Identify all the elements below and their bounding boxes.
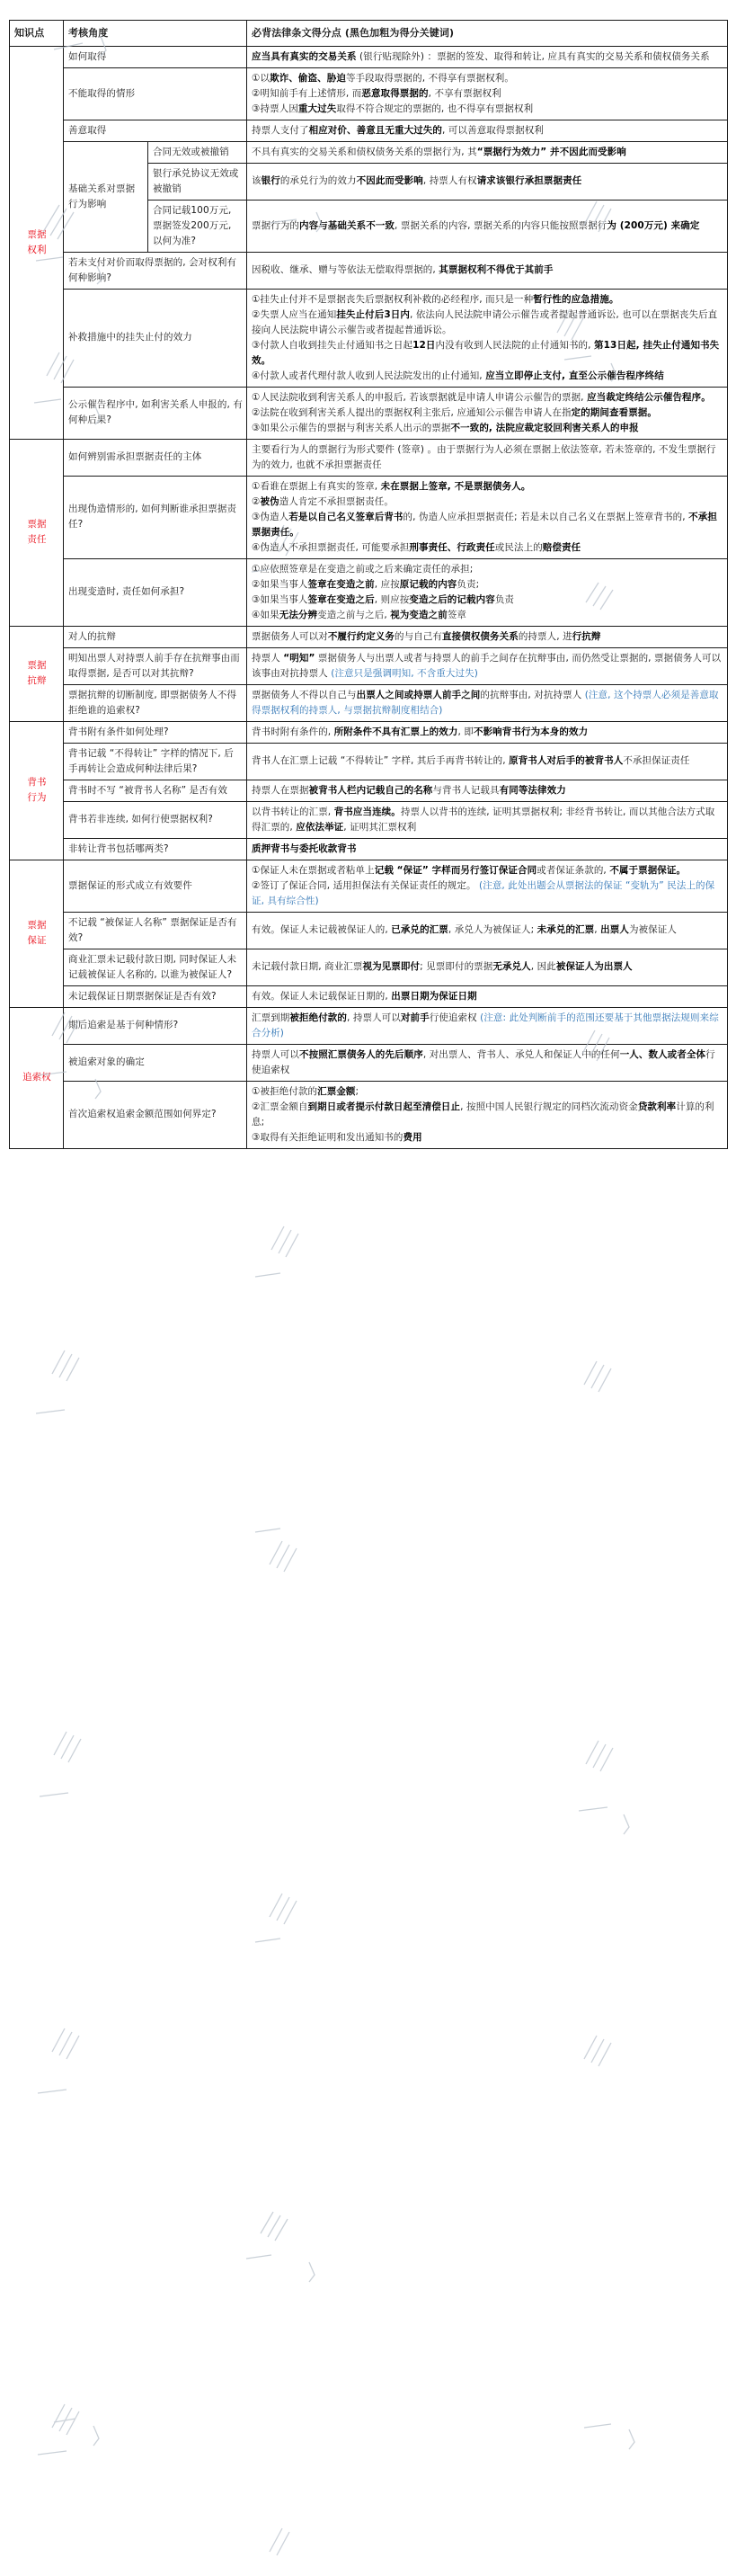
text: 票据债务人可以对 — [252, 630, 328, 642]
keyword: 签章在变造之前 — [307, 578, 375, 590]
angle-cell: 不记载 “被保证人名称” 票据保证是否有效? — [64, 912, 247, 949]
text: ②如果当事人 — [252, 578, 308, 590]
text: ④如果 — [252, 609, 279, 620]
table-row — [10, 1007, 728, 1044]
text: ; 见票即付的票据 — [420, 961, 493, 973]
content-cell — [247, 1044, 728, 1081]
text: ③如果当事人 — [252, 593, 308, 605]
text: 背书人在汇票上记载 “不得转让” 字样, 其后手再背书转让的, — [252, 755, 510, 767]
topic-line-2: 权利 — [27, 244, 47, 255]
keyword: 暂行性的应急措施。 — [533, 293, 619, 305]
keyword: 不一致的, 法院应裁定驳回利害关系人的申报 — [450, 422, 639, 433]
table-row — [10, 476, 728, 558]
text: (银行贴现除外) ：票据的签发、取得和转让, 应具有真实的交易关系和债权债务关系 — [356, 50, 710, 62]
topic-cell-piaoju-baozheng — [10, 860, 64, 1007]
text: 变造之前与之后, — [317, 609, 391, 620]
content-line — [252, 510, 723, 540]
keyword: 原记载的内容 — [399, 578, 457, 590]
angle-cell: 对人的抗辩 — [64, 626, 247, 647]
content-line — [252, 1130, 723, 1145]
header-topic: 知识点 — [10, 21, 64, 47]
text: 取得不符合规定的票据的, 也不得享有票据权利 — [336, 103, 534, 114]
text: , 不享有票据权利 — [428, 87, 501, 99]
content-cell — [247, 912, 728, 949]
table-row — [10, 626, 728, 647]
text: 行使追索权 — [429, 1012, 481, 1023]
table-row — [10, 1081, 728, 1148]
content-line — [252, 540, 723, 556]
keyword: 12日 — [412, 339, 436, 351]
header-content: 必背法律条文得分点 (黑色加粗为得分关键词) — [247, 21, 728, 47]
keyword: 无承兑人 — [492, 961, 531, 973]
keyword: 汇票金额 — [317, 1085, 356, 1097]
keyword: 请求该银行承担票据责任 — [476, 175, 582, 187]
text: , 对出票人、背书人、承兑人和保证人中的任何 — [422, 1048, 620, 1060]
content-cell — [247, 684, 728, 721]
angle-cell: 背书若非连续, 如何行使票据权利? — [64, 801, 247, 838]
keyword: 原背书人对后手的被背书人 — [509, 755, 624, 767]
topic-line-2: 抗辩 — [27, 675, 47, 687]
keyword: 不履行约定义务 — [327, 630, 395, 642]
content-cell — [247, 558, 728, 626]
content-cell — [247, 626, 728, 647]
content-line: ①应依照签章是在变造之前或之后来确定责任的承担; — [252, 563, 474, 575]
table-header-row — [10, 21, 728, 47]
content-line — [252, 102, 723, 117]
text: , 持票人有权 — [422, 175, 477, 187]
table-row — [10, 252, 728, 289]
text: 背书时附有条件的, — [252, 726, 334, 737]
keyword: 对前手 — [400, 1012, 430, 1023]
topic-cell-piaoju-quanli — [10, 46, 64, 439]
content-line — [252, 86, 723, 102]
angle-cell: 未记载保证日期票据保证是否有效? — [64, 985, 247, 1007]
keyword: 定的期间查看票据。 — [571, 406, 657, 418]
content-line — [252, 495, 723, 510]
text: 该 — [252, 175, 262, 187]
text: 因税收、继承、赠与等依法无偿取得票据的, — [252, 264, 439, 276]
text: , 应按 — [374, 578, 400, 590]
table-row — [10, 120, 728, 141]
keyword: 变造之后的记载内容 — [409, 593, 495, 605]
content-cell — [247, 860, 728, 912]
content-cell — [247, 801, 728, 838]
topic-cell-beishu-xingwei — [10, 721, 64, 860]
content-cell — [247, 780, 728, 801]
keyword: 其票据权利不得优于其前手 — [439, 264, 554, 276]
keyword: 赔偿责任 — [542, 541, 581, 553]
text: ②失票人应当在通知 — [252, 308, 337, 320]
angle-cell: 如何取得 — [64, 46, 247, 67]
keyword: 若是以自己名义签章后背书 — [288, 511, 403, 522]
text: 持票人 — [252, 652, 284, 664]
keyword: 第13日起, 挂失止付通知书失效。 — [252, 339, 720, 366]
table-row — [10, 860, 728, 912]
text: 签章 — [447, 609, 467, 620]
table-row — [10, 289, 728, 387]
keyword: 应当立即停止支付, 直至公示催告程序终结 — [485, 370, 664, 381]
topic-line-1: 票据 — [27, 660, 47, 672]
note-text: (注意, 这个持票人必须是善意取得票据权利的持票人, 与票据抗辩制度相结合) — [252, 689, 719, 716]
text: ②签订了保证合同, 适用担保法有关保证责任的规定。 — [252, 879, 480, 891]
angle-cell: 期后追索是基于何种情形? — [64, 1007, 247, 1044]
text: ①以 — [252, 72, 270, 84]
topic-line-1: 追索权 — [22, 1072, 51, 1083]
angle-cell: 票据保证的形式成立有效要件 — [64, 860, 247, 912]
keyword: 被背书人栏内记载自己的名称 — [308, 784, 433, 796]
content-line — [252, 421, 723, 436]
keyword: 未承兑的汇票 — [536, 924, 595, 936]
text: 为被保证人 — [628, 924, 677, 936]
keyword: 不属于票据保证。 — [609, 864, 687, 876]
angle-cell: 背书记载 “不得转让” 字样的情况下, 后手再转让会造成何种法律后果? — [64, 743, 247, 780]
content-cell — [247, 647, 728, 684]
keyword: 应依法举证 — [296, 821, 344, 833]
content-cell — [247, 949, 728, 985]
content-line — [252, 878, 723, 909]
keyword: 不按照汇票债务人的先后顺序 — [299, 1048, 423, 1060]
content-cell — [247, 289, 728, 387]
keyword: 不承担票据责任。 — [252, 511, 717, 538]
angle-cell: 基础关系对票据行为影响 — [64, 141, 148, 252]
keyword: “票据行为效力” 并不因此而受影响 — [476, 146, 626, 157]
angle-cell: 善意取得 — [64, 120, 247, 141]
content-cell — [247, 200, 728, 252]
keyword: 银行 — [261, 175, 280, 187]
keyword: 未在票据上签章, 不是票据债务人。 — [380, 480, 531, 492]
topic-cell-zhuisuoquan — [10, 1007, 64, 1148]
keyword: 质押背书与委托收款背书 — [252, 842, 357, 854]
text: 等手段取得票据的, 不得享有票据权利。 — [345, 72, 515, 84]
text: 票据债务人与出票人或者与持票人的前手之间存在抗辩事由, 而仍然受让票据的, 票据债务人可以该事由对抗持票人 — [252, 652, 722, 679]
table-row — [10, 141, 728, 163]
text: , 票据关系的内容, 票据关系的内容只能按照票据行 — [395, 219, 607, 231]
content-cell — [247, 721, 728, 743]
text: 的与自己有 — [395, 630, 443, 642]
text: ①保证人未在票据或者粘单上 — [252, 864, 375, 876]
keyword: 重大过失 — [297, 103, 337, 114]
text: ①人民法院收到利害关系人的申报后, 若该票据就是申请人申请公示催告的票据, — [252, 391, 588, 403]
content-line — [252, 479, 723, 495]
sub-angle-cell: 合同无效或被撤销 — [148, 141, 247, 163]
table-row — [10, 387, 728, 439]
sub-angle-cell: 银行承兑协议无效或被撤销 — [148, 163, 247, 200]
topic-line-2: 责任 — [27, 534, 47, 546]
content-line — [252, 577, 723, 593]
text: 有效。保证人未记载保证日期的, — [252, 990, 392, 1002]
text: 汇票到期 — [252, 1012, 290, 1023]
keyword: 刑事责任、行政责任 — [409, 541, 495, 553]
text: ③付款人自收到挂失止付通知书之日起 — [252, 339, 413, 351]
text: , 则应按 — [374, 593, 410, 605]
text: 造人肯定不承担票据责任。 — [279, 495, 394, 507]
keyword: 内容与基础关系不一致 — [299, 219, 395, 231]
text: ①被拒绝付款的 — [252, 1085, 318, 1097]
topic-line-2: 行为 — [27, 792, 47, 804]
keyword: 到期日或者提示付款日起至清偿日止 — [307, 1101, 461, 1112]
content-cell — [247, 163, 728, 200]
note-text: (注意只是强调明知, 不含重大过失) — [331, 667, 478, 679]
table-row — [10, 439, 728, 476]
content-line — [252, 1084, 723, 1100]
keyword: 为 (200万元) 来确定 — [607, 219, 700, 231]
text: ③持票人因 — [252, 103, 298, 114]
angle-cell: 补救措施中的挂失止付的效力 — [64, 289, 247, 387]
content-line — [252, 1100, 723, 1130]
keyword: 行抗辩 — [572, 630, 601, 642]
keyword: 视为变造之前 — [390, 609, 448, 620]
text: 不承担保证责任 — [623, 755, 690, 767]
table-row — [10, 801, 728, 838]
keyword: 签章在变造之后 — [307, 593, 375, 605]
keyword: 视为见票即付 — [362, 961, 421, 973]
keyword: 记载 “保证” 字样而另行签订保证合同 — [374, 864, 537, 876]
angle-cell: 背书附有条件如何处理? — [64, 721, 247, 743]
keyword: 欺诈、偷盗、胁迫 — [270, 72, 346, 84]
text: ②明知前手有上述情形, 而 — [252, 87, 362, 99]
topic-line-1: 背书 — [27, 777, 47, 789]
angle-cell: 公示催告程序中, 如利害关系人申报的, 有何种后果? — [64, 387, 247, 439]
angle-cell: 商业汇票未记载付款日期, 同时保证人未记载被保证人名称的, 以谁为被保证人? — [64, 949, 247, 985]
content-cell: 主要看行为人的票据行为形式要件 (签章) 。由于票据行为人必须在票据上依法签章, 若未签章的, 不发生票据行为的效力, 也就不承担票据责任 — [247, 439, 728, 476]
text: 的承兑行为的效力 — [279, 175, 357, 187]
angle-cell: 不能取得的情形 — [64, 67, 247, 120]
text: ④付款人或者代理付款人收到人民法院发出的止付通知, — [252, 370, 486, 381]
angle-cell: 首次追索权追索金额范围如何界定? — [64, 1081, 247, 1148]
note-text: (注意: 此处判断前手的范围还要基于其他票据法规则来综合分析) — [252, 1012, 719, 1038]
content-line — [252, 71, 723, 86]
keyword: 背书应当连续。 — [333, 806, 401, 817]
topic-line-1: 票据 — [27, 920, 47, 931]
table-row — [10, 838, 728, 860]
content-line — [252, 338, 723, 369]
text: , 按照中国人民银行规定的同档次流动资金 — [460, 1101, 638, 1112]
table-row — [10, 1044, 728, 1081]
text: , 依法向人民法院申请公示催告或者提起普通诉讼, 也可以在票据丧失后直接向人民法院申请公示催告或者提起普通诉讼。 — [252, 308, 718, 335]
topic-line-1: 票据 — [27, 228, 47, 240]
text: 以背书转让的汇票, — [252, 806, 334, 817]
keyword: 出票人 — [600, 924, 629, 936]
content-cell — [247, 476, 728, 558]
content-line — [252, 369, 723, 384]
table-row — [10, 949, 728, 985]
table-row — [10, 67, 728, 120]
content-cell — [247, 46, 728, 67]
keyword: “明知” — [283, 652, 315, 664]
content-cell — [247, 67, 728, 120]
text: ② — [252, 495, 261, 507]
text: 与背书人记载具 — [432, 784, 500, 796]
content-cell — [247, 141, 728, 163]
text: 持票人以背书的连续, 证明其票据权利; 非经背书转让, 而以其他合法方式取得汇票的, — [252, 806, 715, 833]
text: 或民法上的 — [494, 541, 543, 553]
keyword: 出票日期为保证日期 — [391, 990, 477, 1002]
text: , 证明其汇票权利 — [343, 821, 417, 833]
text: 不具有真实的交易关系和债权债务关系的票据行为, 其 — [252, 146, 477, 157]
keyword: 费用 — [403, 1131, 422, 1143]
keyword: 出票人之间或持票人前手之间 — [356, 689, 481, 700]
text: ; — [355, 1085, 359, 1097]
content-cell — [247, 1007, 728, 1044]
text: 票据债务人不得以自己与 — [252, 689, 357, 700]
text: 票据行为的 — [252, 219, 299, 231]
keyword: 不影响背书行为本身的效力 — [473, 726, 589, 737]
table-row — [10, 647, 728, 684]
table-row — [10, 684, 728, 721]
topic-cell-piaoju-zeren — [10, 439, 64, 626]
angle-cell: 出现伪造情形的, 如何判断谁承担票据责任? — [64, 476, 247, 558]
table-row — [10, 912, 728, 949]
text: 未记载付款日期, 商业汇票 — [252, 961, 363, 973]
text: , 即 — [457, 726, 474, 737]
topic-line-2: 保证 — [27, 935, 47, 947]
keyword: 贷款利率 — [637, 1101, 677, 1112]
text: ④伪造人不承担票据责任, 可能要承担 — [252, 541, 410, 553]
text: 或者保证条款的, — [536, 864, 610, 876]
table-row — [10, 46, 728, 67]
text: , 因此 — [530, 961, 556, 973]
keyword: 所附条件不具有汇票上的效力 — [333, 726, 458, 737]
keyword: 应当裁定终结公示催告程序。 — [587, 391, 711, 403]
angle-cell: 若未支付对价而取得票据的, 会对权利有何种影响? — [64, 252, 247, 289]
content-cell — [247, 743, 728, 780]
angle-cell: 背书时不写 “被背书人名称” 是否有效 — [64, 780, 247, 801]
content-cell — [247, 1081, 728, 1148]
text: 持票人在票据 — [252, 784, 309, 796]
table-row — [10, 985, 728, 1007]
legal-knowledge-table — [9, 20, 728, 1149]
angle-cell: 被追索对象的确定 — [64, 1044, 247, 1081]
text: 负责; — [457, 578, 480, 590]
text: ③如果公示催告的票据与利害关系人出示的票据 — [252, 422, 451, 433]
angle-cell: 出现变造时, 责任如何承担? — [64, 558, 247, 626]
angle-cell: 明知出票人对持票人前手存在抗辩事由而取得票据, 是否可以对其抗辩? — [64, 647, 247, 684]
text: 持票人可以 — [252, 1048, 299, 1060]
keyword: 被保证人为出票人 — [555, 961, 633, 973]
content-line — [252, 608, 723, 623]
text: 负责 — [494, 593, 515, 605]
header-angle: 考核角度 — [64, 21, 247, 47]
angle-cell: 非转让背书包括哪两类? — [64, 838, 247, 860]
sub-angle-cell: 合同记载100万元, 票据签发200万元, 以何为准? — [148, 200, 247, 252]
text: 持票人支付了 — [252, 124, 309, 136]
keyword: 已承兑的汇票 — [391, 924, 448, 936]
keyword: 应当具有真实的交易关系 — [252, 50, 357, 62]
content-cell — [247, 252, 728, 289]
angle-cell: 票据抗辩的切断制度, 即票据债务人不得拒绝谁的追索权? — [64, 684, 247, 721]
table-row — [10, 780, 728, 801]
text: , 承兑人为被保证人; — [448, 924, 537, 936]
text: 计算的利息; — [252, 1101, 714, 1128]
text: ②汇票金额自 — [252, 1101, 308, 1112]
note-text: (注意, 此处出题会从票据法的保证 “变轨为” 民法上的保证, 具有综合性) — [252, 879, 715, 906]
keyword: 有同等法律效力 — [499, 784, 566, 796]
text: ②法院在收到利害关系人提出的票据权利主张后, 应通知公示催告申请人在指 — [252, 406, 572, 418]
text: ③取得有关拒绝证明和发出通知书的 — [252, 1131, 403, 1143]
table-row — [10, 721, 728, 743]
topic-line-1: 票据 — [27, 519, 47, 530]
keyword: 被伪 — [260, 495, 279, 507]
content-cell — [247, 387, 728, 439]
keyword: 一人、数人或者全体 — [619, 1048, 706, 1060]
keyword: 被拒绝付款的 — [289, 1012, 348, 1023]
content-line — [252, 390, 723, 406]
text: , — [594, 924, 601, 936]
keyword: 无法分辨 — [279, 609, 318, 620]
keyword: 恶意取得票据的 — [361, 87, 429, 99]
keyword: 直接债权债务关系 — [442, 630, 519, 642]
text: 内没有收到人民法院的止付通知书的, — [435, 339, 595, 351]
text: 的抗辩事由, 对抗持票人 — [480, 689, 585, 700]
content-line — [252, 406, 723, 421]
keyword: 相应对价、善意且无重大过失的 — [308, 124, 443, 136]
content-line — [252, 863, 723, 878]
content-line — [252, 292, 723, 308]
keyword: 挂失止付后3日内 — [336, 308, 410, 320]
text: 有效。保证人未记载被保证人的, — [252, 924, 392, 936]
text: 行使追索权 — [252, 1048, 715, 1075]
table-row — [10, 558, 728, 626]
content-line — [252, 308, 723, 338]
table-row — [10, 743, 728, 780]
text: 的, 伪造人应承担票据责任; 若是未以自己名义在票据上签章背书的, — [403, 511, 689, 522]
content-line — [252, 593, 723, 608]
text: , 持票人可以 — [347, 1012, 401, 1023]
keyword: 不因此而受影响 — [356, 175, 423, 187]
text: ①看谁在票据上有真实的签章, — [252, 480, 381, 492]
text: , 可以善意取得票据权利 — [442, 124, 544, 136]
text: 的持票人, 进 — [518, 630, 572, 642]
content-cell — [247, 838, 728, 860]
text: ①挂失止付并不是票据丧失后票据权利补救的必经程序, 而只是一种 — [252, 293, 534, 305]
content-cell — [247, 120, 728, 141]
angle-cell: 如何辨别需承担票据责任的主体 — [64, 439, 247, 476]
content-cell — [247, 985, 728, 1007]
text: ③伪造人 — [252, 511, 289, 522]
topic-cell-piaoju-kangbian — [10, 626, 64, 721]
